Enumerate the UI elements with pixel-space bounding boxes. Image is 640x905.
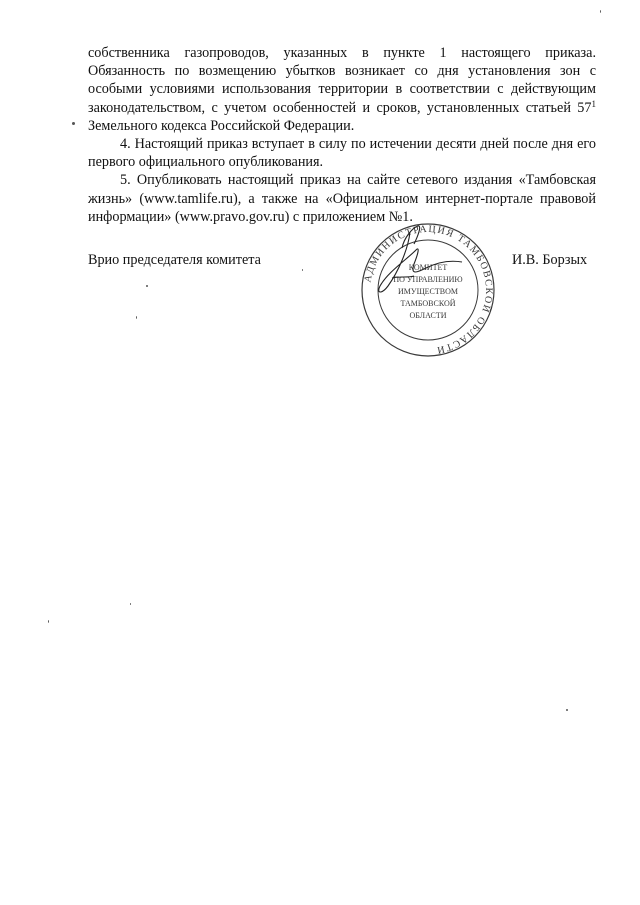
paragraph-5: 5. Опубликовать настоящий приказ на сайте сетевого издания «Тамбовская жизнь» (www.tamlife.ru), а также на «Официальном интернет-портале правовой информации» (www.pravo.gov.ru) с приложением №1.	[88, 172, 596, 225]
paragraph-continuation-end: Земельного кодекса Российской Федерации.	[88, 117, 355, 134]
stamp-line-3: ИМУЩЕСТВОМ	[398, 287, 458, 296]
paragraph-continuation-text: собственника газопроводов, указанных в пункте 1 настоящего приказа. Обязанность по возмещению убытков возникает со дня установления зон с особыми условиями использования территории в соответствии с действующим законодательством, с учетом особенностей и сроков, установленных статьей 57	[88, 45, 596, 116]
stamp-line-5: ОБЛАСТИ	[409, 311, 447, 320]
scan-speck	[600, 10, 601, 13]
stamp-inner-text	[393, 263, 462, 320]
stamp-outer-text: АДМИНИСТРАЦИЯ ТАМБОВСКОЙ ОБЛАСТИ	[362, 223, 495, 356]
scan-speck	[146, 285, 148, 287]
scan-speck	[130, 603, 131, 605]
scan-speck	[136, 316, 137, 319]
scan-speck	[302, 269, 303, 271]
document-body	[88, 44, 596, 226]
paragraph-continuation	[88, 44, 596, 135]
scan-speck	[566, 709, 568, 711]
article-superscript: 1	[591, 98, 596, 109]
scan-speck	[72, 122, 75, 125]
signature-position: Врио председателя комитета	[88, 252, 261, 268]
stamp-line-2: ПО УПРАВЛЕНИЮ	[393, 275, 463, 284]
paragraph-4: 4. Настоящий приказ вступает в силу по истечении десяти дней после дня его первого официального опубликования.	[88, 136, 596, 171]
stamp-line-4: ТАМБОВСКОЙ	[400, 299, 456, 308]
scan-speck	[48, 620, 49, 623]
official-stamp	[358, 220, 498, 360]
stamp-line-1: КОМИТЕТ	[408, 263, 448, 272]
signature-name: И.В. Борзых	[512, 252, 588, 268]
